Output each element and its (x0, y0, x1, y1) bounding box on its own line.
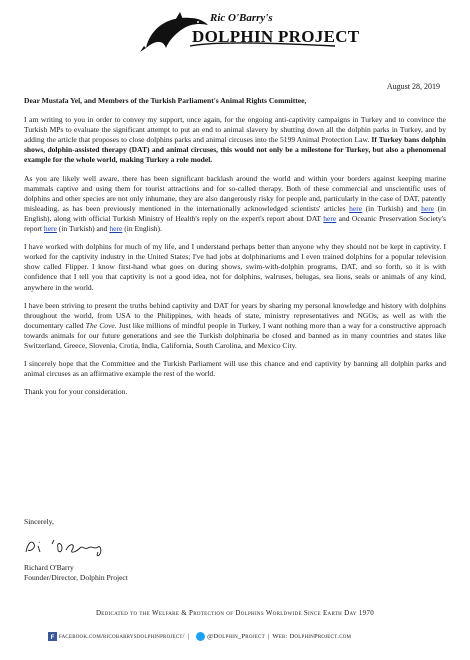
paragraph-1-text: I am writing to you in order to convey my support, once again, for the ongoing anti-captivity campaigns in Turkey and to convince the Turkish MPs to evaluate the significant attempt to put an end to animal slavery by shutting down all the dolphin parks in Turkey, and by adding the article that proposes to close dolphins parks and animal circuses into the 5199 Animal Protection Law. (24, 115, 446, 145)
twitter-icon[interactable] (196, 632, 205, 641)
link-here-3[interactable]: here (323, 213, 337, 223)
logo-small-text: Ric O'Barry's (210, 12, 273, 24)
twitter-link[interactable]: @Dolphin_Project (207, 632, 265, 640)
paragraph-6: Thank you for your consideration. (24, 387, 128, 397)
paragraph-4 (24, 301, 446, 351)
salutation: Dear Mustafa Yel, and Members of the Turkish Parliament's Animal Rights Committee, (24, 96, 307, 105)
signer-block (24, 563, 128, 583)
link-here-2[interactable]: here (421, 203, 435, 213)
paragraph-2-text: (in Turkish) and (56, 224, 110, 234)
facebook-link[interactable]: facebook.com/ricobarrysdolphinproject/ (59, 632, 185, 640)
dedication-line: Dedicated to the Welfare & Protection of Dolphins Worldwide Since Earth Day 1970 (95, 609, 375, 617)
paragraph-2-text: (in Turkish) and (362, 203, 422, 213)
logo-big-text: DOLPHIN PROJECT (192, 27, 360, 46)
paragraph-2-text: and Oceanic Preservation Society's report (24, 213, 446, 234)
signer-name: Richard O'Barry (24, 563, 74, 572)
footer-separator: | (187, 632, 190, 640)
paragraph-4-text: . Just like millions of mindful people in Turkey, I want nothing more than a way for a constructive approach towards animals for our future generations and see the Turkish dolphinaria be closed and banned as in many countries and states like Switzerland, Greece, Slovenia, Crotia, India, California, South Carolina, and Mexico City. (24, 320, 446, 350)
signature (22, 536, 112, 558)
paragraph-1-bold: If Turkey bans dolphin shows, dolphin-assisted therapy (DAT) and animal circuses, this would not only be a milestone for Turkey, but also a phenomenal example for the whole world, making Turkey a role model. (24, 135, 446, 165)
footer (48, 630, 351, 642)
link-here-1[interactable]: here (349, 203, 363, 213)
paragraph-2-text: As you are likely well aware, there has been significant backlash around the world and within your borders against keeping marine mammals captive and using them for tourist attractions and for so-called therapy. Both of these commercial and unscientific uses of dolphins and other species are not only inhumane, they are also dangerously risky for people and, particularly in the case of DAT, patently misleading, as has been previously mentioned in the internationally acknowledged scientists' articles (24, 173, 446, 213)
paragraph-2-text: (in English). (122, 224, 162, 234)
link-here-5[interactable]: here (109, 224, 123, 234)
dolphin-project-logo (140, 8, 360, 54)
footer-separator: | (267, 632, 270, 640)
film-title: The Cove (85, 320, 115, 330)
letter-date: August 28, 2019 (386, 82, 440, 91)
paragraph-4-text: I have been striving to present the truths behind captivity and DAT for years by sharing my personal knowledge and history with dolphins throughout the world, from USA to the Philippines, with heads of state, ministry representatives and NGOs, as well as with the documentary called (24, 300, 446, 330)
paragraph-2-text: (in English), along with official Turkish Ministry of Health's reply on the expert's report about DAT (24, 203, 446, 223)
closing: Sincerely, (24, 517, 54, 526)
paragraph-3: I have worked with dolphins for much of my life, and I understand perhaps better than anyone why they should not be kept in captivity. I worked for the captivity industry in the United States; I've had jobs at dolphinariums and I even trained dolphins for a popular television show called Flipper. I know first-hand what goes on during shows, swim-with-dolphin programs, DAT, and so forth, so it is with confidence that I tell you that captivity is not a good idea, not for dolphins, walruses, belugas, sea lions, seals or animals of any kind, anywhere in the world. (24, 242, 446, 292)
paragraph-1 (24, 115, 446, 165)
website-link[interactable]: Web: DolphinProject.com (272, 632, 352, 640)
facebook-icon[interactable]: f (48, 632, 57, 641)
letter-body (24, 96, 446, 405)
paragraph-5: I sincerely hope that the Committee and the Turkish Parliament will use this chance and end captivity by banning all dolphin parks and animal circuses as an affirmative example the rest of the world. (24, 359, 446, 379)
link-here-4[interactable]: here (43, 224, 57, 234)
signer-title: Founder/Director, Dolphin Project (24, 573, 128, 582)
paragraph-2 (24, 174, 446, 235)
